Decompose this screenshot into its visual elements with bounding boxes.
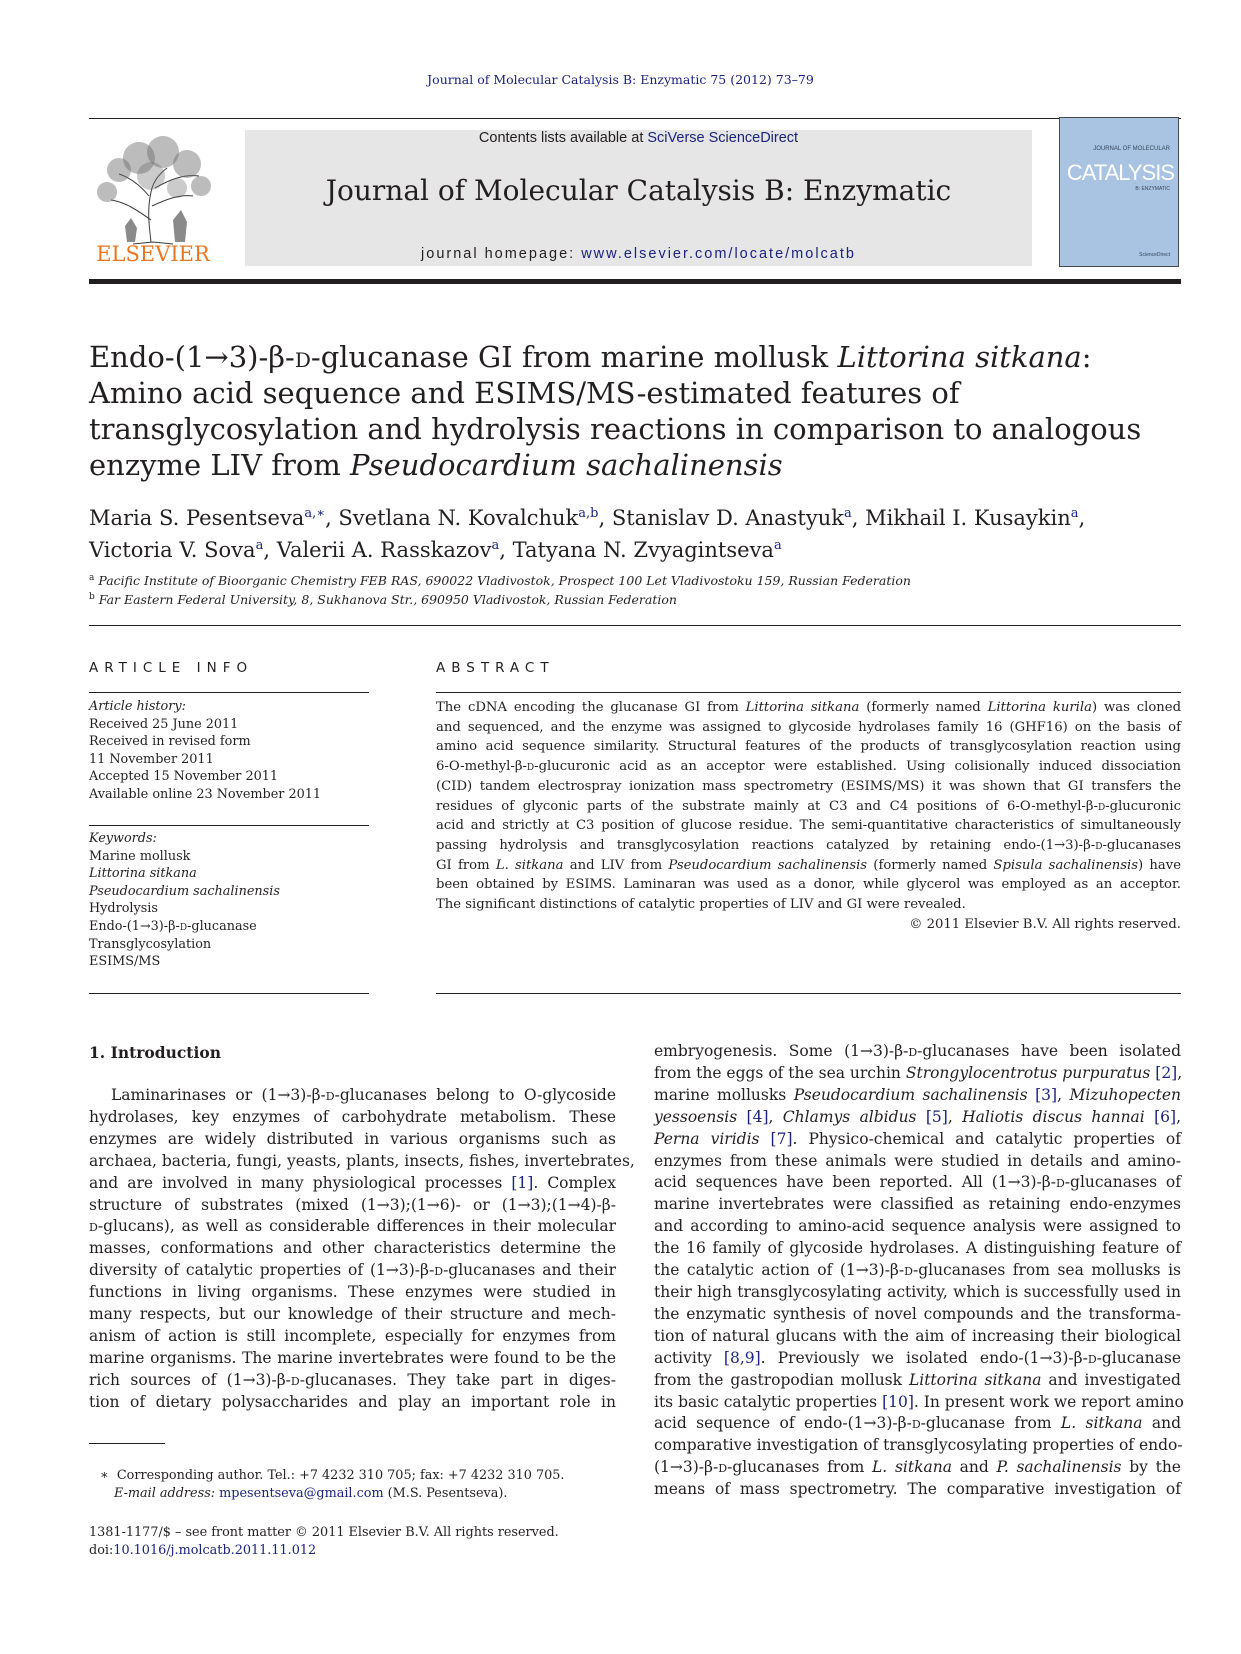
author-name: Victoria V. Sova [89,538,256,562]
author-separator: , [499,538,513,562]
email-suffix: (M.S. Pesentseva). [383,1486,508,1501]
cover-big-text: CATALYSIS [1066,160,1174,185]
cover-foot-text: ScienceDirect [1139,252,1170,258]
author-affil-sup[interactable]: a [1070,506,1079,521]
intro-line: functions in living organisms. These enzymes were studied in [89,1283,616,1302]
intro-line: d-glucans), as well as considerable differences in their molecular [89,1217,616,1236]
intro-line: tion of dietary polysaccharides and play an important role in [89,1392,616,1411]
intro-line: Perna viridis [7]. Physico-chemical and catalytic properties of [654,1129,1181,1148]
keyword-item: Marine mollusk [89,848,191,864]
abstract-line: amino acid sequence similarity. Structural features of the products of transglycosylation reaction using [436,739,1181,755]
article-title [89,339,1189,483]
intro-line: archaea, bacteria, fungi, yeasts, plants, insects, fishes, invertebrates, [89,1151,635,1170]
footnote-marker: ∗ [100,1468,109,1483]
contents-line [245,130,1032,146]
author-separator: , [263,538,277,562]
author-name: Valerii A. Rasskazov [276,538,492,562]
intro-line: from the gastropodian mollusk Littorina sitkana and investigated [654,1370,1181,1389]
intro-left-text [89,1085,635,1414]
elsevier-wordmark: ELSEVIER [96,242,210,266]
intro-line: masses, conformations and other characteristics determine the [89,1239,616,1258]
intro-line: anism of action is still incomplete, especially for enzymes from [89,1326,616,1345]
title-species-1: Littorina sitkana [837,340,1082,374]
intro-line: comparative investigation of transglycosylating properties of endo- [654,1436,1183,1455]
abstract-line: been obtained by ESIMS. Laminaran was used as a donor, while glycerol was employed as an acceptor. [436,877,1181,893]
journal-title: Journal of Molecular Catalysis B: Enzymatic [325,174,952,207]
keyword-item: ESIMS/MS [89,954,161,970]
intro-line: and according to amino-acid sequence analysis were assigned to [654,1217,1181,1236]
keyword-item: Pseudocardium sachalinensis [89,883,280,899]
author-affil-sup[interactable]: a,b [578,506,599,521]
abstract-line: acid and strictly at C3 position of glucose residue. The semi-quantitative characteristics of simultaneously [436,818,1181,834]
cover-sub-text: B: ENZYMATIC [1135,186,1170,192]
keywords-label: Keywords: [89,831,157,846]
title-segment-1: Endo-(1→3)-β- [89,340,295,374]
section-heading-introduction: 1. Introduction [89,1043,221,1062]
intro-line: the enzymatic synthesis of novel compounds and the transforma- [654,1304,1181,1323]
doi-link[interactable]: 10.1016/j.molcatb.2011.11.012 [113,1543,317,1558]
email-link[interactable]: mpesentseva@gmail.com [219,1486,384,1501]
title-species-2: Pseudocardium sachalinensis [350,448,783,482]
abstract-copyright: © 2011 Elsevier B.V. All rights reserved. [909,916,1181,932]
keyword-item: Transglycosylation [89,936,212,952]
author[interactable] [89,538,263,562]
intro-line: the 16 family of glycoside hydrolases. A distinguishing feature of [654,1239,1181,1258]
author[interactable] [338,506,598,530]
article-info-bottom-rule [89,993,369,994]
doi-line [89,1542,689,1560]
author-name: Tatyana N. Zvyagintseva [512,538,774,562]
author-affil-sup[interactable]: a [773,538,782,553]
author-separator: , [1078,506,1086,530]
author-separator: , [325,506,339,530]
author-affil-sup[interactable]: a [843,506,852,521]
title-segment-3: : Amino acid sequence and ESIMS/MS-estimated features of transglycosylation and hydrolysis reactions in comparison to analogous enzyme LIV from [89,340,1142,482]
author-name: Stanislav D. Anastyuk [611,506,844,530]
intro-line: yessoensis [4], Chlamys albidus [5], Haliotis discus hannai [6], [654,1107,1181,1126]
affiliation [89,570,1189,589]
intro-line: many respects, but our knowledge of their structure and mech- [89,1305,616,1324]
intro-line: marine mollusks Pseudocardium sachalinensis [3], Mizuhopecten [654,1085,1181,1104]
intro-line: diversity of catalytic properties of (1→3)-β-d-glucanases and their [89,1261,616,1280]
intro-line: enzymes from these animals were studied in details and amino- [654,1151,1181,1170]
homepage-link[interactable]: www.elsevier.com/locate/molcatb [581,246,856,262]
intro-right-column [654,1041,1184,1501]
title-segment-2: -glucanase GI from marine mollusk [310,340,838,374]
history-item: Received in revised form [89,734,251,750]
article-info-rule [89,692,369,693]
abstract-line: The significant distinctions of catalytic properties of LIV and GI were revealed. [436,897,966,913]
author[interactable] [277,538,500,562]
cover-small-text: JOURNAL OF MOLECULAR [1093,146,1170,152]
intro-line: marine invertebrates were classified as retaining endo-enzymes [654,1195,1181,1214]
intro-line: marine organisms. The marine invertebrates were found to be the [89,1348,616,1367]
author-affil-sup[interactable]: a [255,538,264,553]
abstract-line: GI from L. sitkana and LIV from Pseudocardium sachalinensis (formerly named Spisula sachalinensis) have [436,857,1182,873]
elsevier-logo[interactable] [89,130,217,270]
intro-line: rich sources of (1→3)-β-d-glucanases. They take part in diges- [89,1370,616,1389]
history-item: Received 25 June 2011 [89,716,239,732]
abstract-bottom-rule [436,993,1181,994]
footnote [100,1467,620,1503]
abstract-text [436,698,1181,915]
intro-line: the catalytic action of (1→3)-β-d-glucanases from sea mollusks is [654,1261,1181,1280]
affiliations [89,570,1189,608]
footnote-corresponding [100,1467,620,1485]
intro-line: structure of substrates (mixed (1→3);(1→6)- or (1→3);(1→4)-β- [89,1195,616,1214]
author-name: Svetlana N. Kovalchuk [338,506,579,530]
author-separator: , [851,506,866,530]
keyword-item: Hydrolysis [89,901,158,917]
keyword-item: Littorina sitkana [89,866,197,882]
intro-line: acid sequences have been reported. All (1→3)-β-d-glucanases of [654,1173,1181,1192]
intro-line: its basic catalytic properties [10]. In present work we report amino [654,1392,1184,1411]
abstract-line: 6-O-methyl-β-d-glucuronic acid as an acceptor were established. Using colisionally induced dissociation [436,759,1181,775]
author-name: Mikhail I. Kusaykin [865,506,1071,530]
abstract-rule [436,692,1181,693]
abstract-line: passing hydrolysis and transglycosylation reactions catalyzed by retaining endo-(1→3)-β-d-glucanases [436,837,1181,853]
intro-line: enzymes are widely distributed in various organisms such as [89,1129,616,1148]
abstract-line: and sequenced, and the enzyme was assigned to glycoside hydrolases family 16 (GHF16) on the basis of [436,719,1181,735]
masthead-thick-rule [89,279,1181,284]
intro-line: (1→3)-β-d-glucanases from L. sitkana and P. sachalinensis by the [654,1458,1181,1477]
doi-label: doi: [89,1543,114,1558]
author-affil-sup[interactable]: a [491,538,500,553]
journal-cover-thumbnail[interactable] [1059,117,1179,267]
intro-line: from the eggs of the sea urchin Strongylocentrotus purpuratus [2], [654,1063,1183,1082]
affiliation-text: Pacific Institute of Bioorganic Chemistry FEB RAS, 690022 Vladivostok, Prospect 100 Let Vladivostoku 159, Russian Federation [98,573,911,589]
email-label: E-mail address: [114,1486,216,1501]
intro-line: tion of natural glucans with the aim of increasing their biological [654,1326,1181,1345]
author-list [89,500,1189,564]
intro-line: activity [8,9]. Previously we isolated endo-(1→3)-β-d-glucanase [654,1348,1182,1367]
affiliation-sup: a [89,573,95,583]
history-item: Available online 23 November 2011 [89,786,322,802]
keywords-rule [89,825,369,826]
history-label: Article history: [89,699,186,714]
intro-line: means of mass spectrometry. The comparative investigation of [654,1480,1181,1499]
issn-line: 1381-1177/$ – see front matter © 2011 Elsevier B.V. All rights reserved. [89,1525,559,1540]
affiliation-text: Far Eastern Federal University, 8, Sukhanova Str., 690950 Vladivostok, Russian Federation [98,592,677,608]
abstract-line: (CID) tandem electrospray ionization mass spectrometry (ESIMS/MS) it was shown that GI transfers the [436,778,1181,794]
author-separator: , [598,506,612,530]
author[interactable] [612,506,852,530]
author-name: Maria S. Pesentseva [89,506,305,530]
intro-line: their high transglycosylating activity, which is successfully used in [654,1282,1181,1301]
abstract-body [436,698,1181,934]
keyword-item: Endo-(1→3)-β-d-glucanase [89,918,257,934]
intro-line: and are involved in many physiological processes [1]. Complex [89,1173,616,1192]
abstract-line: The cDNA encoding the glucanase GI from Littorina sitkana (formerly named Littorina kurila) was cloned [436,700,1182,715]
abstract-line: residues of glyconic parts of the substrate mainly at C3 and C4 positions of 6-O-methyl-β-d-glucuronic [436,798,1181,814]
intro-left-column [89,1085,635,1414]
front-matter-footer [89,1524,689,1560]
intro-line: Laminarinases or (1→3)-β-d-glucanases belong to O-glycoside [111,1086,617,1104]
intro-line: acid sequence of endo-(1→3)-β-d-glucanase from L. sitkana and [654,1414,1181,1433]
title-small-caps-d: d [294,340,311,374]
author[interactable] [89,506,325,530]
keyword-list [89,848,369,971]
footnote-email [100,1485,620,1503]
history-item: Accepted 15 November 2011 [89,769,279,785]
abstract-heading: ABSTRACT [436,660,555,676]
intro-line: hydrolases, key enzymes of carbohydrate metabolism. These [89,1107,616,1126]
footnote-corresponding-text: Corresponding author. Tel.: +7 4232 310 705; fax: +7 4232 310 705. [116,1468,565,1483]
front-matter-rule [89,625,1181,626]
article-info-heading: ARTICLE INFO [89,660,254,676]
author[interactable] [513,538,782,562]
affiliation-sup: b [89,592,95,603]
contents-prefix: Contents lists available at [478,130,648,146]
running-header[interactable]: Journal of Molecular Catalysis B: Enzymatic 75 (2012) 73–79 [427,72,814,87]
author-affil-sup[interactable]: a,∗ [304,506,326,521]
intro-line: embryogenesis. Some (1→3)-β-d-glucanases have been isolated [654,1042,1182,1060]
header-rule [89,118,1181,119]
homepage-prefix: journal homepage: [421,246,582,262]
footnote-rule [89,1443,165,1444]
history-item: 11 November 2011 [89,751,214,767]
sciencedirect-link[interactable]: SciVerse ScienceDirect [647,130,799,146]
intro-right-text [654,1041,1184,1501]
article-history [89,698,369,804]
journal-homepage [245,246,1032,262]
author[interactable] [865,506,1078,530]
keywords [89,830,369,971]
affiliation [89,589,1189,608]
